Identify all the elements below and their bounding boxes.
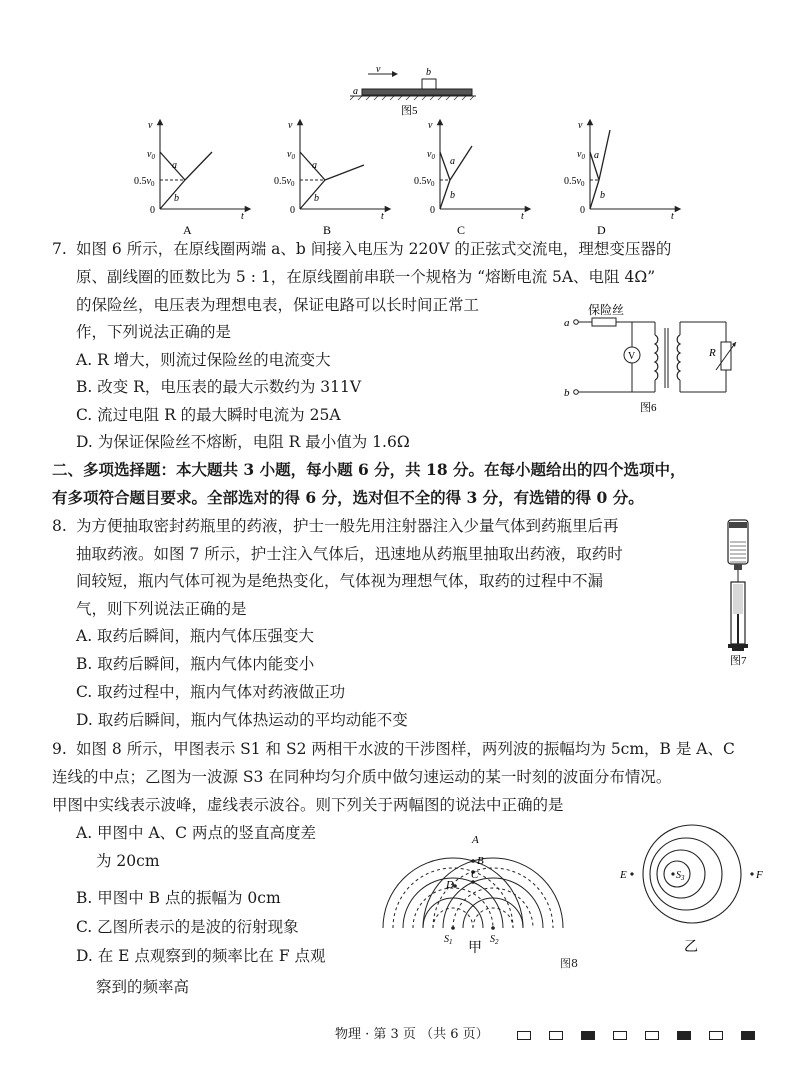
q9-option-d-cont: 察到的频率高 [96,978,190,996]
svg-text:a: a [564,317,570,329]
figure-7 [718,518,762,668]
svg-text:v0: $v_0$ [427,149,435,161]
svg-text:0.5v0: $0.5v_0$ [564,176,585,188]
q9-option-b: B. 甲图中 B 点的振幅为 0cm [76,889,281,907]
q7-option-d: D. 为保证保险丝不熔断，电阻 R 最小值为 1.6Ω [76,433,410,451]
q8-option-a: A. 取药后瞬间，瓶内气体压强变大 [76,627,315,645]
primary-coil [655,335,658,380]
svg-text:E: E [620,869,627,881]
svg-text:0.5v0: $0.5v_0$ [414,176,435,188]
q8-option-d: D. 取药后瞬间，瓶内气体热运动的平均动能不变 [76,711,408,729]
svg-text:t: t [521,211,524,222]
svg-text:v: v [148,120,153,131]
svg-text:v0: $v_0$ [577,149,585,161]
q8-number: 8. [52,517,67,535]
q7-option-c: C. 流过电阻 R 的最大瞬时电流为 25A [76,406,341,424]
footer-marker [709,1031,723,1040]
figure-5 [340,62,480,120]
svg-text:R: R [709,347,716,359]
graph-c [414,120,528,237]
footer-marker [741,1031,755,1040]
fig5-b-label: b [426,67,431,78]
svg-text:S3: $S_3$ [676,870,685,882]
fuse-symbol [592,318,616,326]
q8-stem-line-4: 气，则下列说法正确的是 [76,600,247,618]
svg-text:a: a [172,160,177,171]
fig8-left-label: 甲 [468,941,482,956]
svg-text:0.5v0: $0.5v_0$ [134,176,155,188]
q7-number: 7. [52,240,67,258]
svg-text:b: b [314,193,319,204]
q9-option-a: A. 甲图中 A、C 两点的竖直高度差 [76,824,316,842]
svg-text:V: V [628,351,636,362]
page-footer: 物理 · 第 3 页 （共 6 页） [335,1027,489,1042]
svg-text:D: D [446,879,454,891]
q7-stem-line-4: 作，下列说法正确的是 [76,323,232,341]
section-2-header-line-2: 有多项符合题目要求。全部选对的得 6 分，选对但不全的得 3 分，有选错的得 0 分。 [52,488,644,507]
svg-text:b: b [564,387,570,399]
graph-d [564,120,678,237]
figure-8-right-doppler [612,822,772,957]
vt-graphs [134,116,700,240]
svg-text:v0: $v_0$ [147,149,155,161]
q9-stem-line-2: 连线的中点；乙图为一波源 S3 在同种均匀介质中做匀速运动的某一时刻的波面分布情况。 [52,768,672,786]
q9-stem-line-3: 甲图中实线表示波峰，虚线表示波谷。则下列关于两幅图的说法中正确的是 [52,796,564,814]
svg-text:b: b [174,193,179,204]
svg-text:0: 0 [430,205,435,216]
figure-6 [560,300,750,416]
q7-stem-line-1: 如图 6 所示，在原线圈两端 a、b 间接入电压为 220V 的正弦式交流电，理想变压器的 [76,240,672,258]
q9-number: 9. [52,740,67,758]
svg-text:0: 0 [290,205,295,216]
svg-text:v0: $v_0$ [287,149,295,161]
q8-stem-line-2: 抽取药液。如图 7 所示，护士注入气体后，迅速地从药瓶里抽取出药液，取药时 [76,545,623,563]
fuse-label: 保险丝 [588,303,625,317]
svg-text:b: b [600,190,605,201]
svg-text:t: t [381,211,384,222]
secondary-coil [677,335,680,380]
graph-a [134,120,248,237]
graph-b [274,120,388,237]
svg-text:0: 0 [580,205,585,216]
svg-text:t: t [241,211,244,222]
footer-marker [549,1031,563,1040]
q9-option-d: D. 在 E 点观察到的频率比在 F 点观 [76,947,326,965]
q8-option-b: B. 取药后瞬间，瓶内气体内能变小 [76,655,315,673]
footer-marker [677,1031,691,1040]
q8-option-c: C. 取药过程中，瓶内气体对药液做正功 [76,683,346,701]
option-b-label: B [323,223,332,237]
footer-marker [517,1031,531,1040]
footer-marker [581,1031,595,1040]
svg-text:F: F [756,869,763,881]
q7-option-b: B. 改变 R，电压表的最大示数约为 311V [76,378,362,396]
q9-option-a-cont: 为 20cm [96,852,160,870]
q9-stem-line-1: 如图 8 所示，甲图表示 S1 和 S2 两相干水波的干涉图样，两列波的振幅均为 5cm，B 是 A、C [76,740,735,758]
svg-text:S1: $S_1$ [444,934,453,946]
fig7-caption: 图7 [730,655,747,667]
svg-text:B: B [477,855,484,867]
svg-text:0.5v0: $0.5v_0$ [274,176,295,188]
fig5-a-label: a [353,86,358,97]
option-a-label: A [183,223,192,237]
svg-text:a: a [594,150,599,161]
fig8-caption: 图8 [560,957,578,970]
q9-option-c: C. 乙图所表示的是波的衍射现象 [76,918,299,936]
q7-stem-line-2: 原、副线圈的匝数比为 5 : 1，在原线圈前串联一个规格为 “熔断电流 5A、电阻 4Ω” [76,268,656,286]
svg-text:S2: $S_2$ [490,934,499,946]
svg-text:0: 0 [150,205,155,216]
svg-text:A: A [472,834,479,846]
svg-text:b: b [450,190,455,201]
svg-text:C: C [471,869,479,881]
option-d-label: D [597,223,606,237]
svg-text:a: a [450,156,455,167]
fig6-caption: 图6 [640,402,657,414]
svg-text:a: a [312,160,317,171]
q8-stem-line-3: 间较短，瓶内气体可视为是绝热变化，气体视为理想气体，取药的过程中不漏 [76,572,604,590]
footer-marker [645,1031,659,1040]
svg-text:v: v [288,120,293,131]
svg-text:v: v [428,120,433,131]
q7-stem-line-3: 的保险丝，电压表为理想电表，保证电路可以长时间正常工 [76,296,480,314]
svg-text:t: t [671,211,674,222]
option-c-label: C [457,223,466,237]
fig8-right-label: 乙 [684,940,698,955]
svg-text:v: v [578,120,583,131]
figure-8-left-interference [378,828,588,958]
q8-stem-line-1: 为方便抽取密封药瓶里的药液，护士一般先用注射器注入少量气体到药瓶里后再 [76,517,619,535]
section-2-header-line-1: 二、多项选择题：本大题共 3 小题，每小题 6 分，共 18 分。在每小题给出的四个选项中， [52,460,686,479]
fig5-caption: 图5 [401,105,418,117]
fig5-v0-label: v [376,64,381,75]
footer-marker [613,1031,627,1040]
q7-option-a: A. R 增大，则流过保险丝的电流变大 [76,351,331,369]
